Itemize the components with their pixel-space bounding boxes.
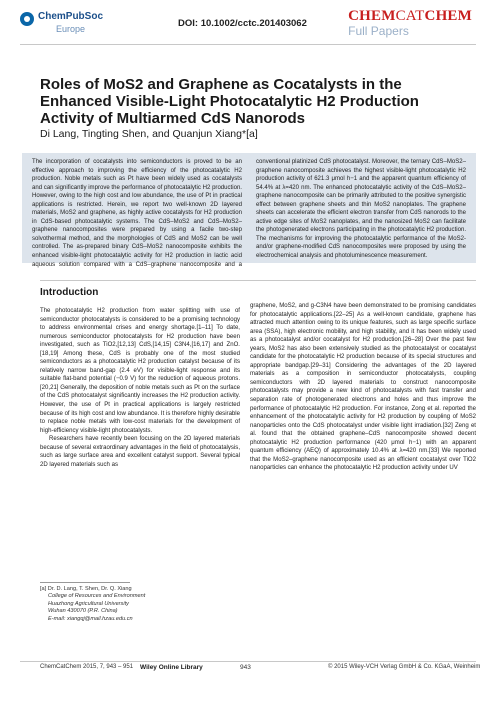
footer-library-link[interactable]: Wiley Online Library [140, 664, 203, 671]
section-divider [40, 280, 476, 281]
intro-paragraph: The photocatalytic H2 production from water splitting with use of semiconductor photocatalysts is considered to be a promising technology to address environmental crises and energy shortage.[1–11] To date, numerous semiconductor photocatalysts for H2 production have been investigated, such as TiO2,[12,13] CdS,[14,15] C3N4,[16,17] and ZnO.[18,19] Among these, CdS is probably one of the most studied semiconductors as a photocatalytic H2 production catalyst because of its relatively narrow band-gap (2.4 eV) for visible-light response and its suitable flat-band potential (−0.9 V) for the reduction of aqueous protons.[20,21] Generally, the deposition of noble metals such as Pt on the surface of the CdS photocatalyst significantly increases the H2 production activity. However, the use of Pt in practical applications is largely restricted because of its high cost and low abundance. It is therefore highly desirable to replace noble metals with low-cost materials for the development of high-efficiency visible-light photocatalysts. [40, 308, 240, 434]
affiliation-footnote [40, 586, 240, 623]
body-column-right [250, 302, 476, 473]
intro-paragraph: Researchers have recently been focusing on the 2D layered materials because of several extraordinary advantages in the field of photocatalysis, such as large surface area and excellent catalyst support. Several typical 2D layered materials such as [40, 436, 240, 468]
footnote-address-line: Huazhong Agricultural University [48, 600, 129, 607]
footnote-address-line: Wuhan 430070 (P.R. China) [48, 608, 118, 615]
publisher-name: ChemPubSoc [38, 11, 104, 22]
header-divider [20, 44, 476, 45]
footer-citation: ChemCatChem 2015, 7, 943 – 951 [40, 664, 134, 670]
journal-name-suffix: CHEM [424, 8, 472, 24]
footnote-names-line [40, 586, 240, 593]
publisher-logo[interactable] [20, 10, 130, 40]
body-column-left [40, 307, 240, 469]
article-authors: Di Lang, Tingting Shen, and Quanjun Xiang*[a] [40, 128, 258, 140]
abstract-box [22, 153, 476, 268]
footnote-label: [a] [40, 586, 47, 592]
footnote-email[interactable]: E-mail: xiangqj@mail.hzau.edu.cn [48, 615, 133, 622]
section-heading-introduction: Introduction [40, 287, 99, 298]
footer-copyright: © 2015 Wiley-VCH Verlag GmbH & Co. KGaA, Weinheim [328, 664, 481, 670]
footnote-divider [40, 582, 130, 583]
abstract-text: The incorporation of cocatalysts into semiconductors is proved to be an effective approach to improving the efficiency of the photocatalytic H2 production. Noble metals such as Pt have been widely used as cocatalysts and can significantly improve the performance of photocatalytic H2 production. However, owing to the high cost and low abundance, the use of Pt in practical applications is restricted. Herein, we report two well-known 2D layered materials, MoS2 and graphene, as highly active cocatalysts for H2 production in CdS-based photocatalytic systems. The CdS–MoS2 and CdS–MoS2–graphene nanocomposites were prepared by using a facile two-step solvothermal method, and the morphologies of CdS and MoS2 can be well controlled. The as-prepared binary CdS–MoS2 nanocomposite exhibits the enhanced visible-light photocatalytic activity for H2 production in lactic acid aqueous solution compared with a CdS–graphene nanocomposite and a conventional platinized CdS photocatalyst. Moreover, the ternary CdS–MoS2–graphene nanocomposite achieves the highest visible-light photocatalytic H2 production activity of 621.3 μmol h−1 and the apparent quantum efficiency of 54.4% at λ=420 nm. The enhanced photocatalytic activity of the CdS–MoS2–graphene nanocomposite can be primarily attributed to the positive synergistic effect between graphene sheets and thin MoS2 nanoplates. The graphene sheets can accelerate the efficient electron transfer from CdS nanorods to the active edge sites of MoS2 nanoplates, and the nanosized MoS2 can facilitate the photogenerated electrons participating in the photocatalytic H2 production. The mechanisms for improving the photocatalytic performance of the MoS2- and/or graphene-modified CdS nanocomposites were proposed by using the electrochemical analysis and photoluminescence measurement. [32, 159, 466, 268]
footnote-address-line: College of Resources and Environment [48, 593, 146, 600]
page-number: 943 [240, 664, 251, 671]
intro-paragraph: graphene, MoS2, and g-C3N4 have been demonstrated to be promising candidates for photocatalytic applications.[22–25] As a well-known candidate, graphene has attracted much attention owing to its unique features, such as large specific surface area (SSA), high electronic mobility, and high stability, and it has been widely used as a photocatalyst and/or cocatalyst for H2 production.[26–28] Over the past few years, MoS2 has also been extensively studied as the photocatalyst or cocatalyst candidate for the photocatalytic H2 production because of its special structures and appropriate bandgap.[29–31] Considering the advantages of the 2D layered materials as a composition in semiconductor photocatalysts, coupling semiconductors with 2D layered materials to construct nanocomposite photocatalysts may provide a new kind of photocatalysts with fast transfer and separation rate of photogenerated electrons and holes and thus improve the performance of photocatalytic H2 production. For instance, Zong et al. reported the enhancement of the photocatalytic activity for H2 production by coupling of MoS2 nanoparticles onto the CdS photocatalyst under visible light irradiation.[32] Zeng et al. found that the obtained graphene–CdS nanocomposite showed decent photocatalytic H2 production performance (420 μmol h−1) with an apparent quantum efficiency (AEQ) of approximately 10.4% at λ=420 nm.[33] We reported that the MoS2–graphene nanocomposite used as an efficient cocatalyst over TiO2 nanoparticles can enhance the photocatalytic H2 production activity under UV [250, 303, 476, 472]
doi-link[interactable]: DOI: 10.1002/cctc.201403062 [178, 18, 307, 29]
page-header [0, 0, 496, 44]
journal-name-prefix: CHEM [348, 8, 396, 24]
journal-branding [348, 8, 472, 38]
article-type: Full Papers [348, 24, 409, 38]
footer-divider [20, 661, 476, 662]
journal-name-middle: CAT [395, 8, 425, 24]
publisher-region: Europe [56, 24, 86, 34]
journal-name [348, 8, 472, 25]
chempubsoc-logo-icon [20, 12, 34, 26]
article-title: Roles of MoS2 and Graphene as Cocatalysts in the Enhanced Visible-Light Photocatalytic H2 Production Activity of Multiarmed CdS Nanorods [40, 76, 419, 127]
footnote-names: Dr. D. Lang, T. Shen, Dr. Q. Xiang [47, 586, 132, 592]
